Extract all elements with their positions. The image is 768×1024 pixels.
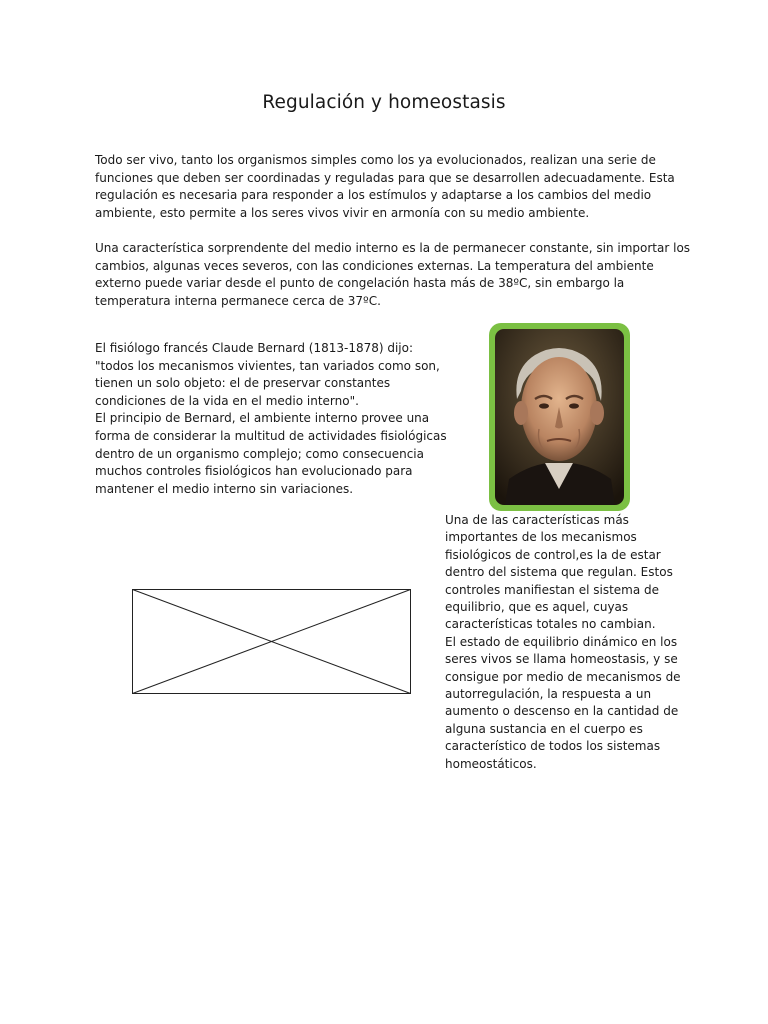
portrait-image (495, 329, 624, 505)
text-line: equilibrio, que es aquel, cuyas (445, 600, 629, 615)
text-line: Todo ser vivo, tanto los organismos simples como los ya evolucionados, realizan una serie de (95, 153, 656, 167)
text-line: muchos controles fisiológicos han evolucionado para (95, 464, 413, 479)
image-placeholder-box (132, 589, 411, 694)
text-line: seres vivos se llama homeostasis, y se (445, 652, 678, 667)
paragraph-claude-bernard (95, 340, 447, 498)
page-title: Regulación y homeostasis (262, 92, 506, 113)
text-line: externo puede variar desde el punto de congelación hasta más de 38ºC, sin embargo la (95, 276, 625, 291)
text-line: controles manifiestan el sistema de (445, 582, 660, 597)
text-line: característico de todos los sistemas (445, 739, 661, 754)
text-line: temperatura interna permanece cerca de 37ºC. (95, 293, 381, 308)
paragraph-homeostasis (445, 512, 681, 773)
text-line: El fisiólogo francés Claude Bernard (1813-1878) dijo: (95, 341, 414, 355)
text-line: mantener el medio interno sin variaciones. (95, 481, 354, 496)
text-line: Una característica sorprendente del medio interno es la de permanecer constante, sin importar los (95, 241, 691, 255)
text-line: El principio de Bernard, el ambiente interno provee una (95, 411, 430, 426)
text-line: cambios, algunas veces severos, con las condiciones externas. La temperatura del ambiente (95, 258, 654, 273)
text-line: alguna sustancia en el cuerpo es (445, 721, 643, 736)
text-line: tienen un solo objeto: el de preservar constantes (95, 376, 391, 391)
text-line: forma de considerar la multitud de actividades fisiológicas (95, 428, 447, 443)
text-line: condiciones de la vida en el medio interno". (95, 393, 359, 408)
text-line: ambiente, esto permite a los seres vivos vivir en armonía con su medio ambiente. (95, 205, 590, 220)
text-line: homeostáticos. (445, 756, 537, 771)
text-line: fisiológicos de control,es la de estar (445, 547, 661, 562)
text-line: importantes de los mecanismos (445, 530, 637, 545)
claude-bernard-portrait (489, 323, 630, 511)
text-line: regulación es necesaria para responder a los estímulos y adaptarse a los cambios del medio (95, 188, 652, 203)
text-line: aumento o descenso en la cantidad de (445, 704, 679, 719)
paragraph-regulation-intro (95, 152, 675, 222)
text-line: funciones que deben ser coordinadas y reguladas para que se desarrollen adecuadamente. Esta (95, 170, 675, 185)
text-line: consigue por medio de mecanismos de (445, 669, 681, 684)
text-line: dentro de un organismo complejo; como consecuencia (95, 446, 424, 461)
paragraph-internal-environment (95, 240, 691, 310)
text-line: características totales no cambian. (445, 617, 656, 632)
text-line: autorregulación, la respuesta a un (445, 687, 652, 702)
text-line: dentro del sistema que regulan. Estos (445, 565, 673, 580)
text-line: "todos los mecanismos vivientes, tan variados como son, (95, 358, 440, 373)
text-line: Una de las características más (445, 513, 629, 527)
text-line: El estado de equilibrio dinámico en los (445, 634, 678, 649)
